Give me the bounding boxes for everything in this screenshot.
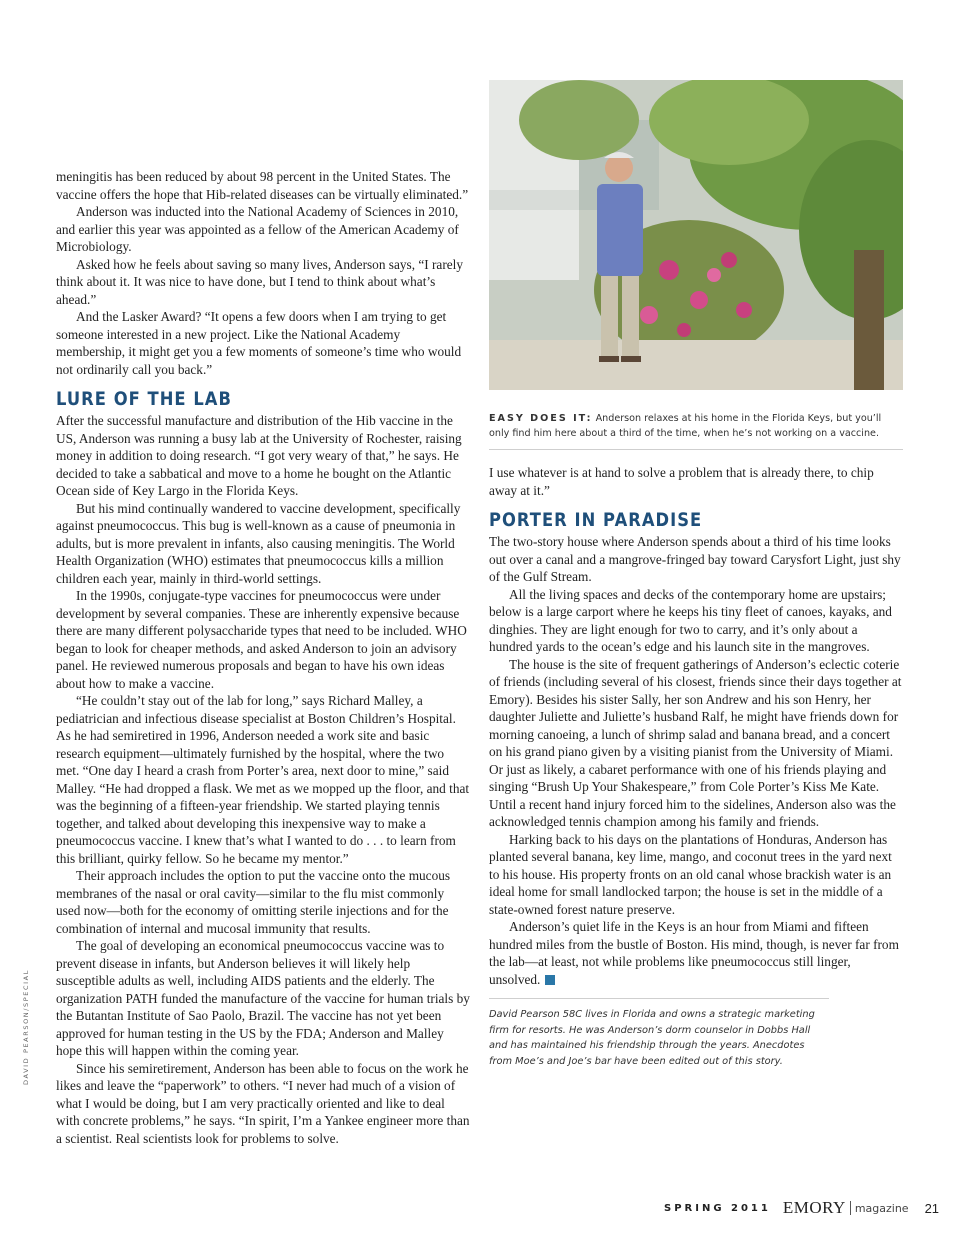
left-column [56, 168, 470, 1147]
body-paragraph: All the living spaces and decks of the contemporary home are upstairs; below is a large carport where he keeps his tiny fleet of canoes, kayaks, and dinghies. They are light enough for two to carry, and it’s only about a hundred yards to the ocean’s edge and his launch site in the mangroves. [489, 586, 892, 654]
body-paragraph: Since his semiretirement, Anderson has been able to focus on the work he likes and leave the “paperwork” to others. “I never had much of a vision of what I would be doing, but I am very practically oriented and like to deal with concrete problems,” he says. “In spirit, I’m a Yankee engineer more than a scientist. Real scientists look for problems to solve. [56, 1060, 470, 1146]
footer-divider [850, 1201, 851, 1215]
feature-photo [489, 80, 903, 390]
end-of-story-mark [545, 975, 555, 985]
magazine-label: magazine [854, 1201, 909, 1215]
body-paragraph: Harking back to his days on the plantations of Honduras, Anderson has planted several banana, key lime, mango, and coconut trees in the yard next to his house. His property fronts on an old canal whose brackish water is an ideal home for small landlocked tarpon; the house is set in the middle of a state-owned forest nature preserve. [489, 831, 892, 917]
body-paragraph: The house is the site of frequent gatherings of Anderson’s eclectic coterie of friends (including several of his closest, friends since their days together at Emory). Besides his sister Sally, her son Andrew and his son Henry, her daughter Juliette and Juliette’s husband Ralf, he might have friends down for morning canoeing, a lunch of shrimp salad and banana bread, and a concert on his grand piano given by a visiting pianist from the University of Miami. Or just as likely, a cabaret performance with one of his friends playing and singing “Brush Up Your Shakespeare,” from Cole Porter’s Kiss Me Kate. Until a recent hand injury forced him to the sidelines, Anderson also was the acknowledged tennis champion among his family and friends. [489, 656, 902, 829]
issue-season: SPRING 2011 [664, 1202, 771, 1214]
body-paragraph: The two-story house where Anderson spends about a third of his time looks out over a canal and a mangrove-fringed bay toward Carysfort Light, just shy of the Gulf Stream. [489, 534, 901, 584]
section-heading-lure-of-the-lab: LURE OF THE LAB [56, 388, 232, 410]
body-paragraph: The goal of developing an economical pneumococcus vaccine was to prevent disease in infants, but Anderson believes it will likely help susceptible adults as well, including AIDS patients and the elderly. The organization PATH funded the manufacture of the vaccine for human trials by the Butantan Institute of Sao Paolo, Brazil. The vaccine has not yet been approved for human testing in the US by the FDA; Anderson and Malley hope this will happen within the coming year. [56, 938, 470, 1058]
author-bio: David Pearson 58C lives in Florida and owns a strategic marketing firm for resorts. He was Anderson’s dorm counselor in Dobbs Hall and has maintained his friendship through the years. Anecdotes from Moe’s and Joe’s bar have been edited out of this story. [489, 998, 829, 1069]
body-paragraph [489, 918, 903, 988]
section-heading-porter-in-paradise: PORTER IN PARADISE [489, 509, 703, 531]
body-paragraph: After the successful manufacture and distribution of the Hib vaccine in the US, Anderson was running a busy lab at the University of Rochester, raising money in addition to doing research. “I got very weary of that,” he says. He decided to take a sabbatical and move to a home he bought on the Atlantic Ocean side of Key Largo in the Florida Keys. [56, 413, 462, 498]
magazine-brand: EMORY [782, 1198, 846, 1217]
body-paragraph: “He couldn’t stay out of the lab for long,” says Richard Malley, a pediatrician and infectious disease specialist at Boston Children’s Hospital. As he had semiretired in 1996, Anderson needed a work site and basic research equipment—ultimately furnished by the hospital, where the two met. “One day I heard a crash from Porter’s area, next door to mine,” said Malley. “He had dropped a flask. We met as we mopped up the floor, and that was the beginning of a fifteen-year friendship. We started playing tennis together, and talked about developing this inexpensive way to make a pneumococcus vaccine. I knew that’s what I wanted to do . . . to learn from this brilliant, quirky fellow. So he became my mentor.” [56, 693, 470, 866]
body-paragraph: But his mind continually wandered to vaccine development, specifically against pneumococcus. This bug is well-known as a cause of pneumonia in adults, but is more prevalent in infants, also causing meningitis. The World Health Organization (WHO) estimates that pneumococcus kills a million children each year, mainly in third-world settings. [56, 500, 461, 586]
page-footer [664, 1198, 939, 1218]
body-paragraph: And the Lasker Award? “It opens a few doors when I am trying to get someone interested in a new project. Like the National Academy membership, it might get you a few moments of someone’s time who would not ordinarily call you back.” [56, 309, 462, 377]
body-paragraph: I use whatever is at hand to solve a problem that is already there, to chip away at it.” [489, 465, 874, 498]
final-paragraph-text: Anderson’s quiet life in the Keys is an hour from Miami and fifteen hundred miles from the bustle of Boston. His mind, though, is never far from the lab—at least, not while problems like pneumococcus still linger, unsolved. [489, 919, 899, 987]
body-paragraph: Asked how he feels about saving so many lives, Anderson says, “I rarely think about it. It was nice to have done, but I tend to think about what’s ahead.” [56, 256, 463, 307]
photo-caption [489, 412, 903, 450]
right-column [489, 80, 903, 1069]
body-paragraph: Anderson was inducted into the National Academy of Sciences in 2010, and earlier this year was appointed as a fellow of the American Academy of Microbiology. [56, 204, 459, 254]
photo-illustration [489, 80, 903, 390]
caption-label: EASY DOES IT: [489, 413, 593, 424]
body-paragraph: Their approach includes the option to put the vaccine onto the mucous membranes of the nasal or oral cavity—similar to the flu mist commonly used now—both for the economy of omitting sterile injections and for the combination of internal and mucosal immunity that results. [56, 868, 451, 936]
photo-credit: DAVID PEARSON/SPECIAL [22, 969, 30, 1085]
caption-text: Anderson relaxes at his home in the Florida Keys, but you’ll only find him here about a third of the time, when he’s not working on a vaccine. [489, 413, 882, 439]
body-paragraph: In the 1990s, conjugate-type vaccines for pneumococcus were under development by several companies. These are inherently expensive because there are many different polysaccharide types that need to be included. WHO began to look for cheaper methods, and asked Anderson to join an advisory panel. He reviewed numerous proposals and began to have his own ideas about how to make a vaccine. [56, 588, 467, 691]
body-paragraph: meningitis has been reduced by about 98 percent in the United States. The vaccine offers the hope that Hib-related diseases can be virtually eliminated.” [56, 169, 469, 202]
page-number: 21 [924, 1200, 940, 1216]
